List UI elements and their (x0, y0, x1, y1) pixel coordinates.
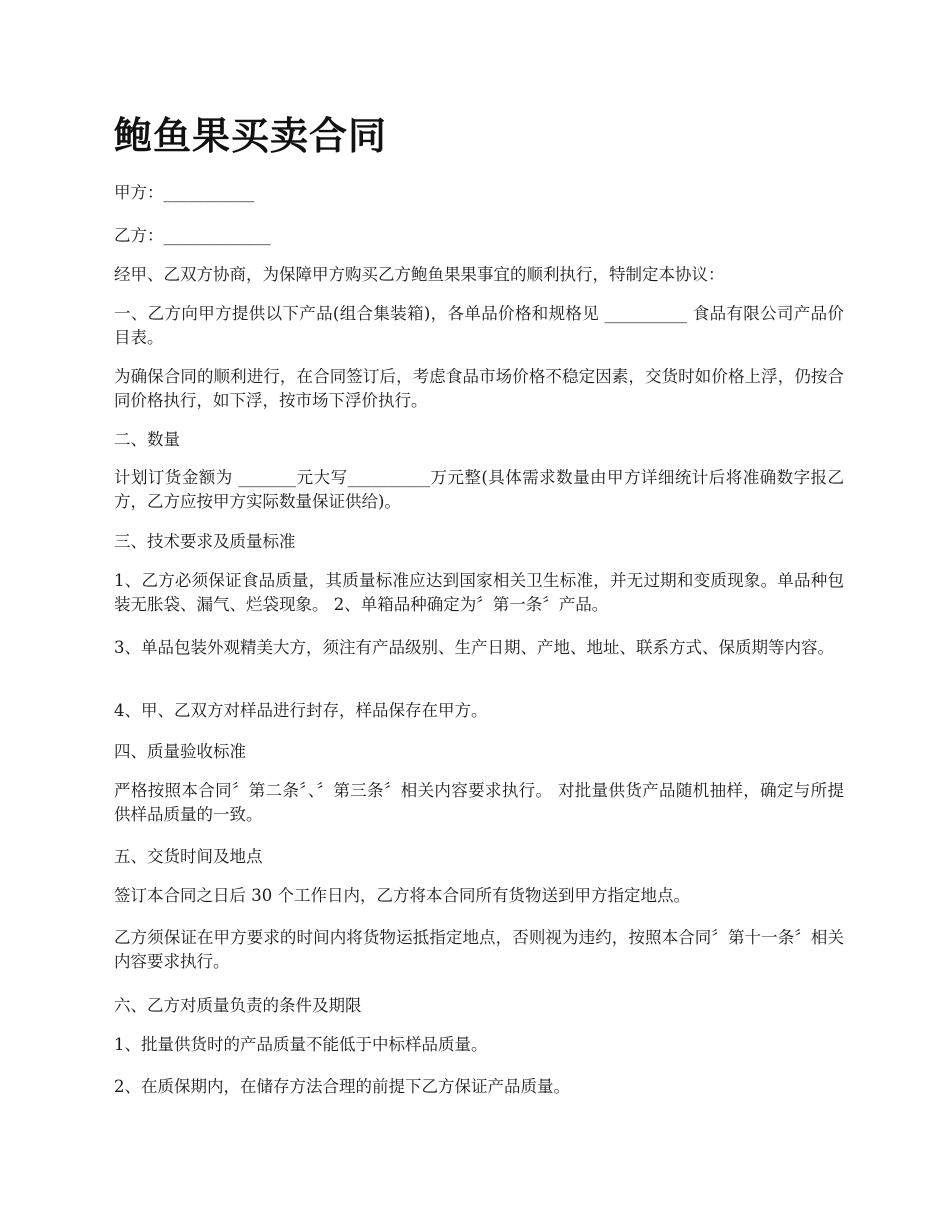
preamble-paragraph: 经甲、乙双方协商，为保障甲方购买乙方鲍鱼果果事宜的顺利执行，特制定本协议： (114, 265, 725, 284)
quality-item-2: 2、在质保期内，在储存方法合理的前提下乙方保证产品质量。 (114, 1077, 570, 1096)
section-heading-quantity: 二、数量 (114, 430, 180, 449)
price-paragraph: 为确保合同的顺利进行，在合同签订后，考虑食品市场价格不稳定因素，交货时如价格上浮，仍按合同价格执行，如下浮，按市场下浮价执行。 (114, 367, 844, 410)
acceptance-paragraph: 严格按照本合同〞第二条〞、〞第三条〞相关内容要求执行。 对批量供货产品随机抽样，确定与所提供样品质量的一致。 (114, 781, 844, 824)
technical-item-4: 4、甲、乙双方对样品进行封存，样品保存在甲方。 (114, 701, 488, 720)
delivery-time-paragraph: 签订本合同之日后 30 个工作日内，乙方将本合同所有货物送到甲方指定地点。 (114, 886, 690, 905)
quality-item-1: 1、批量供货时的产品质量不能低于中标样品质量。 (114, 1035, 488, 1054)
section-heading-technical: 三、技术要求及质量标准 (114, 532, 296, 551)
party-a-line: 甲方：___________ (114, 183, 255, 202)
page-title: 鲍鱼果买卖合同 (114, 114, 388, 158)
delivery-deadline-paragraph: 乙方须保证在甲方要求的时间内将货物运抵指定地点，否则视为违约，按照本合同〞第十一条〞相关内容要求执行。 (114, 928, 844, 971)
quantity-paragraph: 计划订货金额为 _______元大写__________万元整(具体需求数量由甲方详细统计后将准确数字报乙方，乙方应按甲方实际数量保证供给)。 (114, 468, 844, 511)
section-heading-quality-responsibility: 六、乙方对质量负责的条件及期限 (114, 996, 362, 1015)
section-heading-delivery: 五、交货时间及地点 (114, 847, 263, 866)
technical-item-1-2: 1、乙方必须保证食品质量，其质量标准应达到国家相关卫生标准，并无过期和变质现象。单品种包装无胀袋、漏气、烂袋现象。 2、单箱品种确定为〞第一条〞产品。 (114, 571, 844, 614)
clause-1-paragraph: 一、乙方向甲方提供以下产品(组合集装箱)，各单品价格和规格见 __________ 食品有限公司产品价目表。 (114, 304, 844, 347)
technical-item-3: 3、单品包装外观精美大方，须注有产品级别、生产日期、产地、地址、联系方式、保质期等内容。 (114, 638, 834, 657)
party-b-line: 乙方：_____________ (114, 226, 271, 245)
section-heading-acceptance: 四、质量验收标准 (114, 742, 246, 761)
